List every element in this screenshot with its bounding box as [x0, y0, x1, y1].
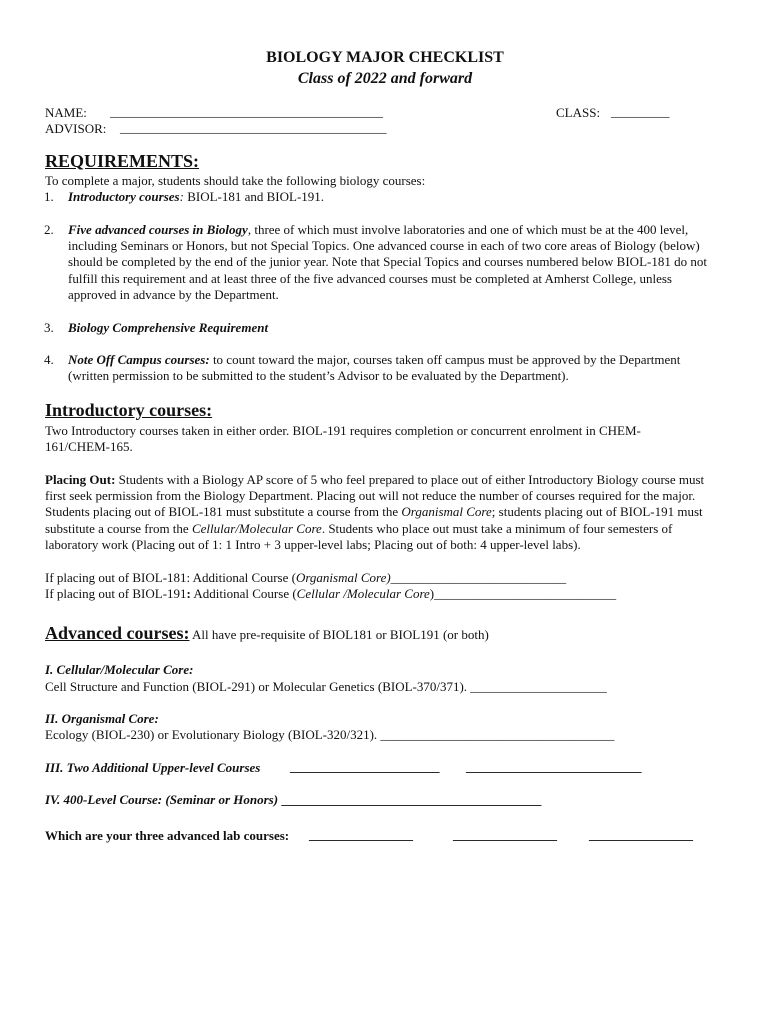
placing-191-text: If placing out of BIOL-191: [45, 586, 187, 601]
item-lead: Biology Comprehensive Requirement: [68, 320, 269, 335]
lab-course-field-3[interactable]: ________________: [589, 827, 693, 842]
item-number: 1.: [44, 189, 54, 204]
placing-181-field[interactable]: ___________________________: [390, 570, 567, 585]
lab-courses-label: Which are your three advanced lab courses:: [45, 828, 290, 843]
placing-181-text: If placing out of BIOL-181: Additional Course (: [45, 570, 296, 585]
placing-181-em: Organismal Core): [295, 570, 391, 585]
item-text: to count toward the major, courses taken off campus must be approved by the Department (written permission to be submitted to the student’s Advisor to be evaluated by the Department).: [68, 352, 681, 384]
class-field[interactable]: _________: [611, 104, 670, 119]
placing-191-text: Additional Course (: [190, 586, 297, 601]
item-number: 4.: [44, 352, 54, 367]
item-lead-suffix: :: [179, 189, 184, 204]
cellular-core-field[interactable]: _____________________: [470, 679, 607, 694]
four-hundred-level-label: IV. 400-Level Course: (Seminar or Honors): [45, 792, 282, 807]
page-title: BIOLOGY MAJOR CHECKLIST: [266, 49, 504, 66]
organismal-core-text: Ecology (BIOL-230) or Evolutionary Biology (BIOL-320/321).: [45, 727, 381, 742]
placing-191-colon: :: [186, 586, 191, 601]
cellular-core-text: Cell Structure and Function (BIOL-291) or Molecular Genetics (BIOL-370/371).: [45, 679, 471, 694]
requirements-heading: REQUIREMENTS:: [45, 151, 200, 171]
item-lead: Five advanced courses in Biology: [68, 222, 248, 237]
advanced-courses-note: All have pre-requisite of BIOL181 or BIOL191 (or both): [189, 627, 489, 642]
placing-out-text: . Students who place out must take a minimum of four semesters of laboratory work (Placing out of 1: 1 Intro + 3 upper-level labs; Placing out of both: 4 upper-level labs).: [45, 520, 673, 552]
page-subtitle: Class of 2022 and forward: [297, 70, 473, 87]
organismal-core-em: Organismal Core: [401, 504, 492, 520]
item-lead: Note Off Campus courses:: [68, 352, 210, 367]
placing-191-line: [45, 586, 616, 602]
two-upper-level-label: III. Two Additional Upper-level Courses: [45, 760, 261, 775]
item-text: BIOL-181 and BIOL-191.: [183, 189, 325, 204]
organismal-core-label: II. Organismal Core:: [45, 711, 159, 726]
placing-out-text: Students with a Biology AP score of 5 who feel prepared to place out of either Introductory Biology course must first seek permission from the Biology Department. Placing out will not reduce the number of courses required for the major. Students placing out of BIOL-181 must substitute a course from the: [45, 472, 705, 520]
name-field[interactable]: __________________________________________: [110, 104, 383, 119]
four-hundred-level-field[interactable]: ________________________________________: [281, 792, 542, 807]
requirements-intro: To complete a major, students should take the following biology courses:: [45, 173, 426, 188]
requirement-item-3: [44, 320, 723, 336]
item-text: , three of which must involve laboratories and one of which must be at the 400 level, including Seminars or Honors, but not Special Topics. One advanced course in each of two core areas of Biology (below) should be completed by the end of the junior year. Note that Special Topics and courses numbered below BIOL-181 do not fulfill this requirement and at least three of the five advanced courses must be completed at Amherst College, unless approved in advance by the Department.: [68, 222, 707, 302]
organismal-core-line: [45, 727, 614, 743]
requirement-item-2: [44, 222, 723, 303]
upper-level-field-1[interactable]: _______________________: [290, 759, 440, 774]
advanced-heading-line: [45, 623, 489, 644]
lab-course-field-2[interactable]: ________________: [453, 827, 557, 842]
item-number: 3.: [44, 320, 54, 335]
intro-courses-text: Two Introductory courses taken in either order. BIOL-191 requires completion or concurrent enrolment in CHEM-161/CHEM-165.: [45, 423, 641, 455]
advisor-field[interactable]: _________________________________________: [120, 120, 387, 135]
placing-191-field[interactable]: ____________________________: [434, 586, 617, 601]
organismal-core-field[interactable]: ____________________________________: [380, 727, 615, 742]
item-number: 2.: [44, 222, 54, 237]
placing-out-paragraph: [45, 472, 725, 553]
intro-courses-heading: Introductory courses:: [45, 400, 213, 420]
requirement-item-4: [44, 352, 723, 384]
advisor-label: ADVISOR:: [45, 121, 107, 136]
cellular-core-line: [45, 679, 607, 695]
upper-level-field-2[interactable]: ___________________________: [466, 759, 642, 774]
cellular-core-em: Cellular/Molecular Core: [191, 520, 322, 536]
placing-181-line: [45, 570, 566, 586]
item-lead: Introductory courses: [68, 189, 180, 204]
placing-out-label: Placing Out:: [45, 472, 116, 487]
name-label: NAME:: [45, 105, 87, 120]
class-label: CLASS:: [556, 105, 601, 120]
placing-191-em: Cellular /Molecular Core: [296, 586, 430, 601]
placing-191-text: ): [429, 586, 435, 601]
advanced-courses-heading: Advanced courses:: [45, 623, 190, 643]
placing-out-text: ; students placing out of BIOL-191 must substitute a course from the: [45, 504, 703, 536]
four-hundred-level-line: [45, 792, 541, 808]
lab-course-field-1[interactable]: ________________: [309, 827, 413, 842]
requirement-item-1: [44, 189, 723, 205]
cellular-core-label: I. Cellular/Molecular Core:: [45, 662, 194, 677]
